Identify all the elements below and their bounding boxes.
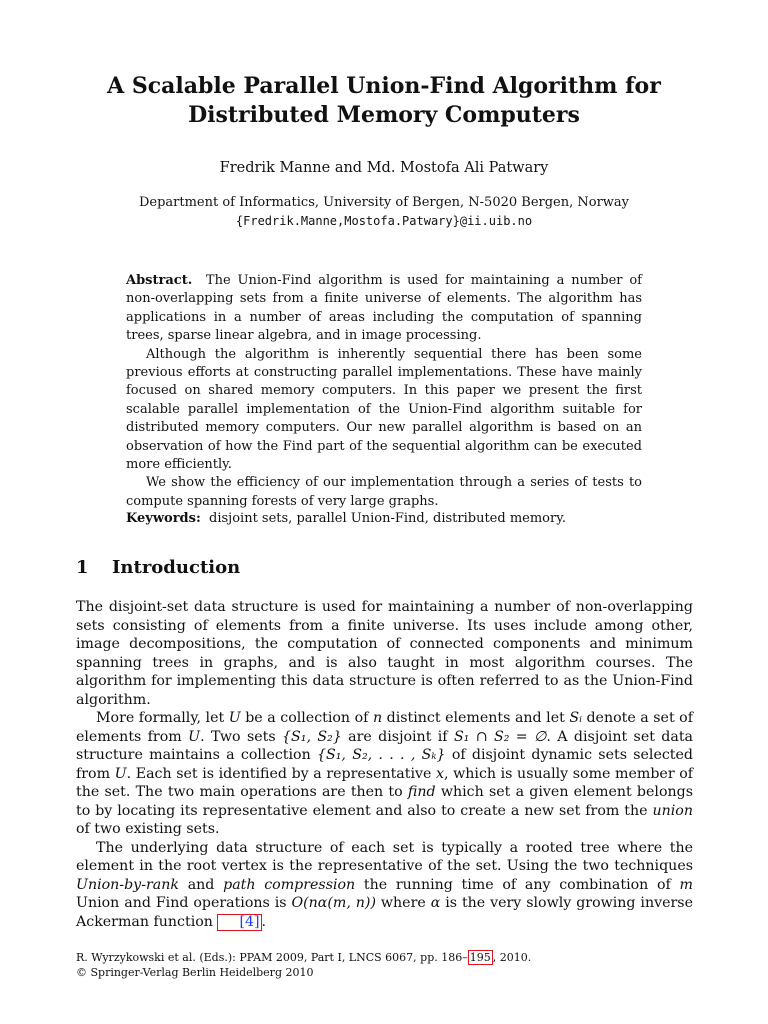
citation-link[interactable]: [4] xyxy=(217,914,261,931)
abstract-p2: Although the algorithm is inherently sequential there has been some previous efforts at constructing parallel implementations. These have mainly focused on shared memory computers. In this paper we present the first scalable parallel implementation of the Union-Find algorithm suitable for distributed memory computers. Our new parallel algorithm is based on an observation of how the Find part of the sequential algorithm can be executed more efficiently. xyxy=(126,346,642,473)
paper-title xyxy=(0,72,768,130)
body-p2: More formally, let U be a collection of n distinct elements and let Sᵢ denote a set of elements from U. Two sets {S₁, S₂} are disjoint if S₁ ∩ S₂ = ∅. A disjoint set data structure maintains a collection {S₁, S₂, . . . , Sₖ} of disjoint dynamic sets selected from U. Each set is identified by a representative x, which is usually some member of the set. The two main operations are then to find which set a given element belongs to by locating its representative element and also to create a new set from the union of two existing sets. xyxy=(76,710,693,837)
body-p3: The underlying data structure of each set is typically a rooted tree where the element in the root vertex is the representative of the set. Using the two techniques Union-by-rank and path compression the running time of any combination of m Union and Find operations is O(nα(m, n)) where α is the very slowly growing inverse Ackerman function [4] . xyxy=(76,839,693,930)
section-body xyxy=(76,598,693,931)
copyright: © Springer-Verlag Berlin Heidelberg 2010 xyxy=(76,966,314,979)
abstract-p3: We show the efficiency of our implementation through a series of tests to compute spanning forests of very large graphs. xyxy=(126,475,642,509)
affiliation: Department of Informatics, University of Bergen, N-5020 Bergen, Norway xyxy=(138,195,630,210)
keywords-label: Keywords: xyxy=(126,511,201,526)
abstract-p1 xyxy=(126,272,642,346)
body-p1: The disjoint-set data structure is used for maintaining a number of non-overlapping sets consisting of elements from a finite universe. Its uses include among other, image decompositions, the computation of connected components and minimum spanning trees in graphs, and is also taught in most algorithm courses. The algorithm for implementing this data structure is often referred to as the Union-Find algorithm. xyxy=(76,599,693,708)
affiliation-block xyxy=(0,194,768,230)
section-number: 1 xyxy=(76,557,89,578)
authors: Fredrik Manne and Md. Mostofa Ali Patwary xyxy=(219,160,549,176)
abstract-text-1: The Union-Find algorithm is used for maintaining a number of non-overlapping sets from a finite universe of elements. The algorithm has applications in a number of areas including the computation of spanning trees, sparse linear algebra, and in image processing. xyxy=(126,273,642,344)
footer xyxy=(76,950,693,980)
section-heading xyxy=(76,557,240,578)
abstract-label: Abstract. xyxy=(126,273,193,288)
keywords xyxy=(126,510,642,528)
footer-line-1: R. Wyrzykowski et al. (Eds.): PPAM 2009, Part I, LNCS 6067, pp. 186– 195 , 2010. xyxy=(76,951,532,964)
title-line-1: A Scalable Parallel Union-Find Algorithm for xyxy=(107,73,661,99)
page-range-link[interactable]: 195 xyxy=(469,951,491,964)
title-line-2: Distributed Memory Computers xyxy=(188,102,580,128)
keywords-text: disjoint sets, parallel Union-Find, distributed memory. xyxy=(209,511,566,526)
section-title: Introduction xyxy=(112,557,241,578)
abstract xyxy=(126,272,642,511)
email: {Fredrik.Manne,Mostofa.Patwary}@ii.uib.no xyxy=(235,214,533,228)
